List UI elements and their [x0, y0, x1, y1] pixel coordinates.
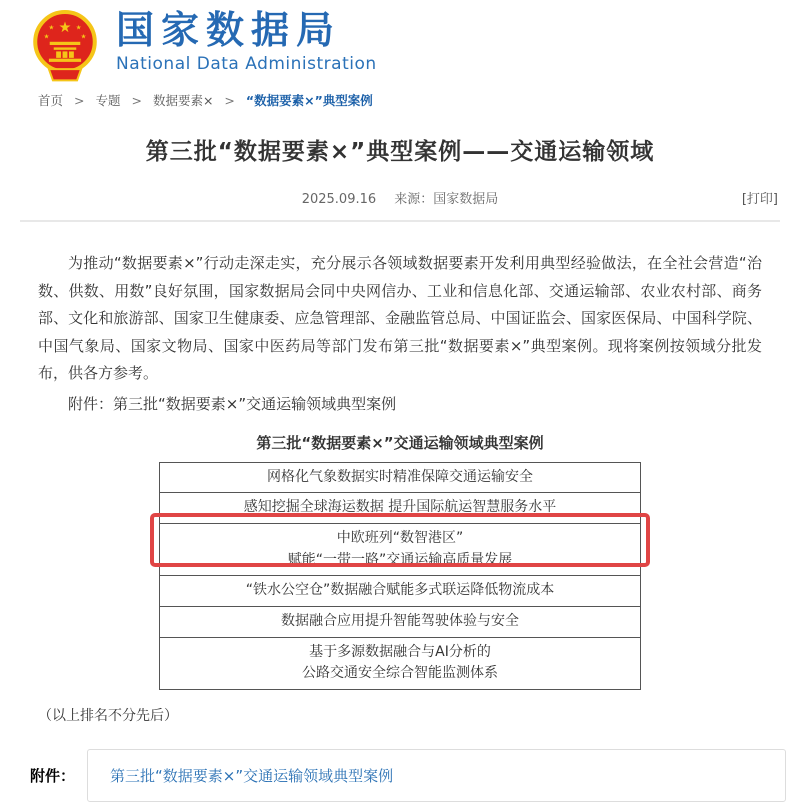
svg-text:★: ★	[48, 23, 55, 32]
case-cell: 中欧班列“数智港区” 赋能“一带一路”交通运输高质量发展	[160, 523, 641, 575]
table-row-highlighted	[160, 523, 641, 575]
breadcrumb-home[interactable]: 首页	[38, 93, 64, 108]
table-row	[160, 462, 641, 493]
svg-text:★: ★	[43, 32, 50, 41]
breadcrumb-data-elements[interactable]: 数据要素×	[152, 93, 214, 108]
case-cell: 基于多源数据融合与AI分析的 公路交通安全综合智能监测体系	[160, 637, 641, 689]
breadcrumb	[38, 91, 800, 109]
case-cell: 网格化气象数据实时精准保障交通运输安全	[160, 462, 641, 493]
attachment-section	[0, 749, 800, 802]
case-table	[159, 462, 641, 691]
case-cell: 数据融合应用提升智能驾驶体验与安全	[160, 607, 641, 638]
header-divider	[20, 220, 780, 222]
table-row	[160, 493, 641, 524]
site-header	[0, 0, 800, 82]
page-title: 第三批“数据要素×”典型案例——交通运输领域	[145, 139, 655, 165]
site-subtitle-en: National Data Administration	[116, 53, 377, 74]
svg-text:★: ★	[75, 23, 82, 32]
table-row	[160, 637, 641, 689]
site-title: 国家数据局	[116, 8, 342, 52]
case-cell: “铁水公空仓”数据融合赋能多式联运降低物流成本	[160, 576, 641, 607]
breadcrumb-separator: >	[74, 93, 85, 108]
breadcrumb-topics[interactable]: 专题	[95, 93, 121, 108]
svg-text:★: ★	[58, 20, 72, 37]
body-attachment-line: 附件：第三批“数据要素×”交通运输领域典型案例	[68, 394, 397, 413]
case-table-title: 第三批“数据要素×”交通运输领域典型案例	[256, 433, 544, 452]
breadcrumb-separator: >	[224, 93, 235, 108]
svg-text:★: ★	[80, 32, 87, 41]
print-button[interactable]: [打印]	[742, 188, 778, 207]
attachment-link[interactable]: 第三批“数据要素×”交通运输领域典型案例	[110, 767, 394, 786]
brand-block	[116, 8, 377, 74]
attachment-label: 附件：	[30, 767, 76, 786]
publish-date: 2025.09.16	[301, 192, 377, 207]
attachment-box	[87, 749, 786, 802]
article-meta	[0, 188, 800, 206]
article-body	[0, 250, 800, 690]
body-paragraph: 为推动“数据要素×”行动走深走实，充分展示各领域数据要素开发利用典型经验做法，在全社会营造“治数、供数、用数”良好氛围，国家数据局会同中央网信办、工业和信息化部、交通运输部、农业农村部、商务部、文化和旅游部、国家卫生健康委、应急管理部、金融监管总局、中国证监会、国家医保局、中国科学院、中国气象局、国家文物局、国家中医药局等部门发布第三批“数据要素×”典型案例。现将案例按领域分批发布，供各方参考。	[38, 254, 762, 383]
source-label: 来源：国家数据局	[394, 192, 499, 207]
breadcrumb-current[interactable]: “数据要素×”典型案例	[245, 93, 373, 108]
case-cell: 感知挖掘全球海运数据 提升国际航运智慧服务水平	[160, 493, 641, 524]
table-row	[160, 607, 641, 638]
breadcrumb-separator: >	[131, 93, 142, 108]
site-logo[interactable]	[24, 8, 106, 82]
case-table-wrapper	[159, 462, 641, 691]
china-national-emblem-icon	[24, 8, 106, 82]
table-row	[160, 576, 641, 607]
ranking-note: （以上排名不分先后）	[38, 708, 178, 725]
